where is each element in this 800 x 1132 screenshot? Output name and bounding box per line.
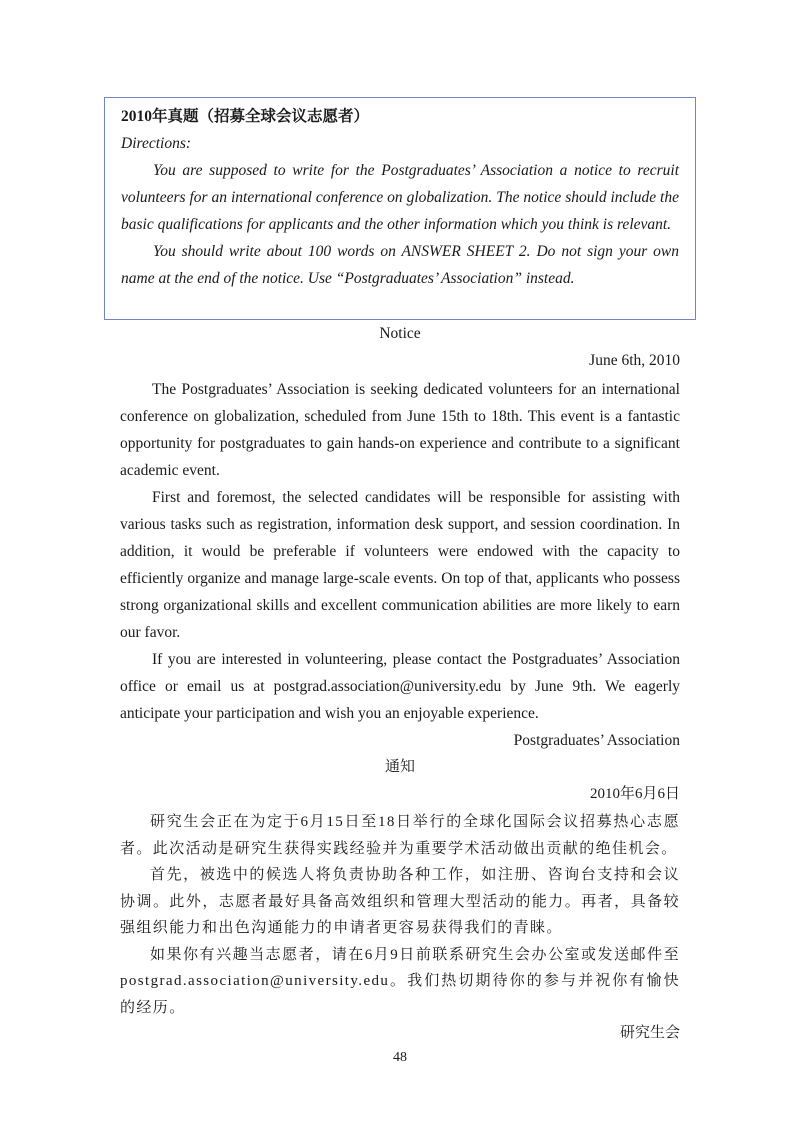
directions-paragraph: You should write about 100 words on ANSWER SHEET 2. Do not sign your own name at the end of the notice. Use “Postgraduates’ Association” instead. [121, 243, 679, 287]
cn-notice-heading: 通知 [384, 759, 415, 775]
cn-notice-paragraph: 研究生会正在为定于6月15日至18日举行的全球化国际会议招募热心志愿者。此次活动是研究生获得实践经验并为重要学术活动做出贡献的绝佳机会。 [120, 814, 680, 857]
directions-label: Directions: [121, 135, 192, 152]
directions-box [104, 97, 696, 320]
notice-date: June 6th, 2010 [589, 352, 680, 369]
notice-heading: Notice [379, 325, 421, 342]
page-number: 48 [393, 1050, 407, 1065]
notice-paragraph: If you are interested in volunteering, please contact the Postgraduates’ Association office or email us at postgrad.association@university.edu by June 9th. We eagerly anticipate your participation and wish you an enjoyable experience. [120, 651, 680, 722]
chinese-notice [120, 755, 680, 1045]
notice-signature: Postgraduates’ Association [513, 732, 680, 749]
notice-paragraph: The Postgraduates’ Association is seeking dedicated volunteers for an international conference on globalization, scheduled from June 15th to 18th. This event is a fantastic opportunity for postgraduates to gain hands-on experience and contribute to a significant academic event. [120, 381, 680, 479]
cn-notice-date: 2010年6月6日 [589, 786, 680, 802]
english-notice [120, 322, 680, 755]
cn-notice-paragraph: 如果你有兴趣当志愿者，请在6月9日前联系研究生会办公室或发送邮件至postgrad.association@university.edu。我们热切期待你的参与并祝你有愉快的经历。 [120, 946, 680, 1016]
directions-paragraph: You are supposed to write for the Postgraduates’ Association a notice to recruit volunteers for an international conference on globalization. The notice should include the basic qualifications for applicants and the other information which you think is relevant. [121, 162, 679, 233]
cn-notice-signature: 研究生会 [619, 1025, 680, 1041]
exam-title: 2010年真题（招募全球会议志愿者） [121, 108, 370, 125]
notice-paragraph: First and foremost, the selected candidates will be responsible for assisting with various tasks such as registration, information desk support, and session coordination. In addition, it would be preferable if volunteers were endowed with the capacity to efficiently organize and manage large-scale events. On top of that, applicants who possess strong organizational skills and excellent communication abilities are more likely to earn our favor. [120, 489, 680, 641]
cn-notice-paragraph: 首先，被选中的候选人将负责协助各种工作，如注册、咨询台支持和会议协调。此外，志愿者最好具备高效组织和管理大型活动的能力。再者，具备较强组织能力和出色沟通能力的申请者更容易获得我们的青睐。 [120, 867, 680, 936]
